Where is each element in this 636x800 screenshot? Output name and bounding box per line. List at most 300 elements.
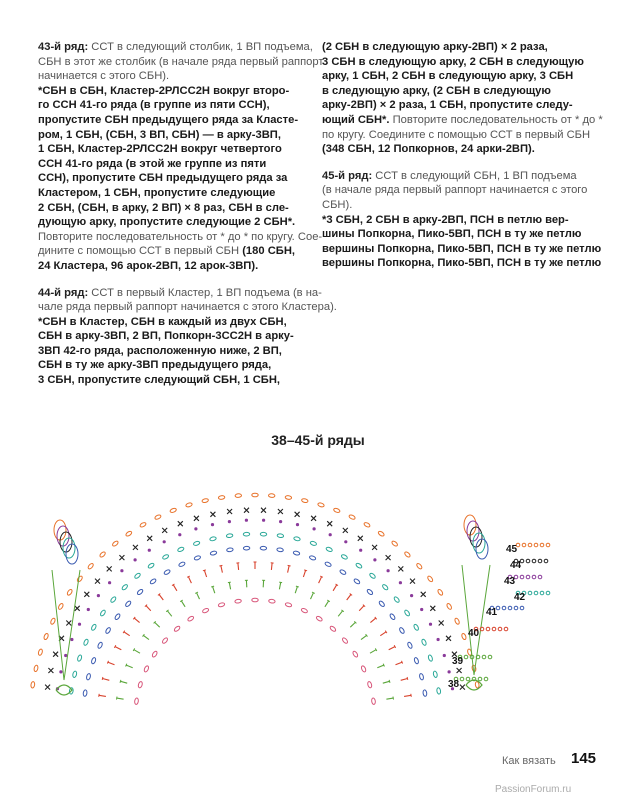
edge-stitch bbox=[484, 677, 488, 681]
single-crochet-mark bbox=[446, 636, 451, 641]
slip-stitch-dot bbox=[78, 623, 81, 626]
chain-stitch bbox=[339, 569, 346, 575]
popcorn-motif bbox=[467, 521, 479, 541]
edge-stitch bbox=[528, 591, 532, 595]
tall-stitch bbox=[188, 577, 191, 583]
chain-stitch bbox=[43, 633, 49, 640]
chain-stitch bbox=[341, 554, 348, 560]
edge-stitch bbox=[482, 655, 486, 659]
single-crochet-mark bbox=[227, 509, 232, 514]
slip-stitch-dot bbox=[329, 533, 332, 536]
single-crochet-mark bbox=[119, 555, 124, 560]
popcorn-motif bbox=[54, 520, 66, 540]
chain-stitch bbox=[348, 514, 355, 520]
single-crochet-mark bbox=[75, 606, 80, 611]
chain-stitch bbox=[162, 554, 169, 560]
chain-stitch bbox=[353, 578, 360, 585]
popcorn-motif bbox=[464, 515, 476, 535]
edge-stitch bbox=[526, 575, 530, 579]
chain-stitch bbox=[309, 555, 316, 561]
chain-stitch bbox=[423, 690, 428, 697]
slip-stitch-dot bbox=[228, 520, 231, 523]
chain-stitch bbox=[301, 498, 308, 503]
edge-stitch bbox=[504, 627, 508, 631]
chain-stitch bbox=[170, 508, 177, 514]
single-crochet-mark bbox=[45, 685, 50, 690]
slip-stitch-dot bbox=[420, 608, 423, 611]
chain-stitch bbox=[105, 627, 111, 634]
row-45-heading: 45-й ряд: bbox=[322, 169, 373, 182]
popcorn-motif bbox=[63, 538, 75, 558]
chain-stitch bbox=[97, 642, 103, 649]
tall-stitch bbox=[370, 618, 375, 623]
chain-stitch bbox=[110, 596, 117, 603]
left-column bbox=[38, 40, 337, 400]
chain-stitch bbox=[210, 551, 217, 556]
stitch-top bbox=[99, 694, 100, 697]
single-crochet-mark bbox=[53, 652, 58, 657]
edge-stitch bbox=[464, 655, 468, 659]
chain-stitch bbox=[112, 540, 119, 547]
chain-stitch bbox=[114, 613, 121, 620]
row-43-heading: 43-й ряд: bbox=[38, 41, 89, 53]
chain-stitch bbox=[329, 625, 336, 632]
stitch-top bbox=[117, 697, 118, 700]
chain-stitch bbox=[369, 572, 376, 579]
edge-stitch bbox=[514, 606, 518, 610]
slip-stitch-dot bbox=[344, 540, 347, 543]
stitch-top bbox=[320, 576, 323, 577]
chain-stitch bbox=[193, 541, 200, 546]
chain-stitch bbox=[419, 673, 424, 680]
tall-stitch bbox=[401, 679, 408, 681]
tall-stitch bbox=[347, 595, 351, 601]
popcorn-motif bbox=[470, 527, 482, 547]
tall-stitch bbox=[359, 606, 364, 611]
chain-stitch bbox=[342, 637, 349, 644]
tall-stitch bbox=[279, 582, 280, 589]
single-crochet-mark bbox=[261, 508, 266, 513]
chain-stitch bbox=[361, 665, 367, 672]
chain-stitch bbox=[433, 671, 438, 678]
row-44-paragraph: 44-й ряд: ССТ в первый Кластер, 1 ВП подъема (в на- чале ряда первый раппорт начинается с этого Кластера). *СБН в Кластер, СБН в каждый из двух СБН, СБН в арку-3ВП, 2 ВП, Попкорн-3СС2Н в арку- 3ВП 42-го ряда, расположенную ниже, 2 ВП, СБН в ту же арку-3ВП предыдущего ряда, 3 СБН, пропустите следующий СБН, 1 СБН, bbox=[38, 286, 337, 387]
watermark: PassionForum.ru bbox=[495, 784, 572, 795]
slip-stitch-dot bbox=[410, 594, 413, 597]
stitch-top bbox=[393, 697, 394, 700]
tall-stitch bbox=[221, 566, 223, 573]
stitch-top bbox=[402, 661, 403, 664]
motif-stem bbox=[52, 570, 80, 680]
slip-stitch-dot bbox=[108, 581, 111, 584]
single-crochet-mark bbox=[398, 566, 403, 571]
single-crochet-mark bbox=[210, 512, 215, 517]
row-label-44: 44 bbox=[510, 560, 522, 571]
picot-leaf bbox=[466, 680, 482, 690]
chain-stitch bbox=[226, 533, 233, 537]
tall-stitch bbox=[311, 593, 314, 599]
chain-stitch bbox=[83, 690, 88, 697]
row-43-paragraph: 43-й ряд: ССТ в следующий столбик, 1 ВП подъема, СБН в этот же столбик (в начале ряда первый раппорт начинается с этого СБН). *СБН в СБН, Кластер-2РЛСС2Н вокруг второ- го ССН 41-го ряда (в группе из пяти ССН), пропустите СБН предыдущего ряда за Класте- ром, 1 СБН, (СБН, 3 ВП, СБН) — в арку-3ВП, 1 СБН, Кластер-2РЛСС2Н вокруг четвертого ССН 41-го ряда (в этой же группе из пяти ССН), пропустите СБН предыдущего ряда за Кластером, 1 СБН, пропустите следующие 2 СБН, (СБН, в арку, 2 ВП) × 8 раз, СБН в сле- дующую арку, пропустите следующие 2 СБН*. Повторите последовательность от * до * по кругу. Сое- дините с помощью ССТ в первый СБН (180 СБН, 24 Кластера, 96 арок-2ВП, 12 арок-3ВП). bbox=[38, 41, 324, 272]
tall-stitch bbox=[197, 593, 200, 599]
chain-stitch bbox=[243, 532, 250, 536]
chain-stitch bbox=[454, 618, 460, 625]
popcorn-motif bbox=[66, 544, 78, 564]
tall-stitch bbox=[271, 563, 272, 570]
chain-stitch bbox=[87, 563, 94, 570]
edge-stitch bbox=[532, 575, 536, 579]
tall-stitch bbox=[383, 681, 390, 683]
chain-stitch bbox=[378, 600, 385, 607]
chain-stitch bbox=[134, 698, 139, 705]
chain-stitch bbox=[77, 654, 83, 661]
chain-stitch bbox=[137, 589, 144, 596]
tall-stitch bbox=[108, 662, 115, 665]
slip-stitch-dot bbox=[399, 581, 402, 584]
chain-stitch bbox=[134, 572, 141, 579]
edge-stitch bbox=[488, 655, 492, 659]
chain-stitch bbox=[277, 533, 284, 537]
chain-stitch bbox=[143, 665, 149, 672]
stitch-top bbox=[114, 645, 115, 648]
tall-stitch bbox=[181, 601, 185, 607]
single-crochet-mark bbox=[372, 545, 377, 550]
chain-stitch bbox=[91, 624, 97, 631]
tall-stitch bbox=[134, 618, 139, 623]
chain-stitch bbox=[31, 681, 36, 688]
stitch-top bbox=[383, 664, 384, 667]
chain-stitch bbox=[461, 633, 467, 640]
edge-stitch bbox=[466, 677, 470, 681]
slip-stitch-dot bbox=[87, 608, 90, 611]
row-label-39: 39 bbox=[452, 656, 464, 667]
edge-stitch bbox=[486, 627, 490, 631]
tall-stitch bbox=[213, 587, 215, 594]
chain-stitch bbox=[389, 613, 396, 620]
single-crochet-mark bbox=[178, 521, 183, 526]
tall-stitch bbox=[134, 650, 140, 654]
slip-stitch-dot bbox=[194, 527, 197, 530]
edge-stitch bbox=[546, 543, 550, 547]
tall-stitch bbox=[370, 650, 376, 654]
chain-stitch bbox=[125, 530, 132, 537]
tall-stitch bbox=[319, 577, 322, 583]
popcorn-motif bbox=[476, 539, 488, 559]
edge-stitch bbox=[502, 606, 506, 610]
chain-stitch bbox=[147, 562, 154, 569]
tall-stitch bbox=[167, 611, 171, 617]
chain-stitch bbox=[187, 615, 194, 621]
edge-stitch bbox=[460, 677, 464, 681]
row-label-45: 45 bbox=[506, 544, 518, 555]
slip-stitch-dot bbox=[359, 549, 362, 552]
row-44-heading: 44-й ряд: bbox=[38, 286, 89, 299]
row-label-40: 40 bbox=[468, 628, 480, 639]
chain-stitch bbox=[86, 673, 91, 680]
chain-stitch bbox=[99, 551, 106, 558]
tall-stitch bbox=[204, 570, 206, 577]
diagram-caption: 38–45-й ряды bbox=[271, 432, 365, 448]
slip-stitch-dot bbox=[387, 569, 390, 572]
footer-section-title: Как вязать bbox=[502, 755, 556, 767]
chain-stitch bbox=[173, 625, 180, 632]
edge-stitch bbox=[520, 575, 524, 579]
single-crochet-mark bbox=[327, 521, 332, 526]
chain-stitch bbox=[151, 650, 158, 657]
edge-stitch bbox=[544, 559, 548, 563]
tall-stitch bbox=[117, 698, 124, 699]
single-crochet-mark bbox=[386, 555, 391, 560]
tall-stitch bbox=[404, 695, 411, 696]
chain-stitch bbox=[326, 546, 333, 552]
tall-stitch bbox=[386, 698, 393, 699]
chain-stitch bbox=[404, 609, 411, 616]
chain-stitch bbox=[393, 596, 400, 603]
diagram-rows bbox=[31, 493, 550, 704]
chain-stitch bbox=[333, 508, 340, 514]
single-crochet-mark bbox=[147, 536, 152, 541]
edge-stitch bbox=[534, 543, 538, 547]
chain-stitch bbox=[285, 602, 292, 607]
chain-stitch bbox=[391, 540, 398, 547]
chain-stitch bbox=[355, 562, 362, 569]
slip-stitch-dot bbox=[59, 670, 62, 673]
single-crochet-mark bbox=[48, 668, 53, 673]
chain-stitch bbox=[252, 598, 258, 602]
row-number-labels bbox=[448, 544, 526, 690]
single-crochet-mark bbox=[410, 579, 415, 584]
chain-stitch bbox=[367, 681, 372, 688]
popcorn-motif bbox=[60, 532, 72, 552]
stitch-top bbox=[203, 570, 206, 571]
tall-stitch bbox=[146, 606, 151, 611]
chain-stitch bbox=[209, 536, 216, 541]
slip-stitch-dot bbox=[373, 558, 376, 561]
single-crochet-mark bbox=[133, 545, 138, 550]
single-crochet-mark bbox=[162, 528, 167, 533]
edge-stitch bbox=[532, 559, 536, 563]
tall-stitch bbox=[361, 635, 367, 639]
chain-stitch bbox=[100, 609, 107, 616]
row-44-continuation: (2 СБН в следующую арку-2ВП) × 2 раза, 3 СБН в следующую арку, 2 СБН в следующую арку, 1 СБН, 2 СБН в следующую арку, 3 СБН в следующую арку, (2 СБН в следующую арку-2ВП) × 2 раза, 1 СБН, пропустите следу- ющий СБН*. Повторите последовательность от * до * по кругу. Соедините с помощью ССТ в первый СБН (348 СБН, 12 Попкорнов, 24 арки-2ВП). bbox=[322, 41, 603, 156]
slip-stitch-dot bbox=[211, 523, 214, 526]
chain-stitch bbox=[436, 687, 441, 694]
single-crochet-mark bbox=[194, 516, 199, 521]
edge-stitch bbox=[540, 591, 544, 595]
chain-stitch bbox=[121, 584, 128, 591]
chain-stitch bbox=[382, 584, 389, 591]
chain-stitch bbox=[446, 603, 452, 610]
chain-stitch bbox=[163, 569, 170, 575]
row-label-43: 43 bbox=[504, 576, 516, 587]
chain-stitch bbox=[50, 618, 56, 625]
row-45-paragraph: 45-й ряд: ССТ в следующий СБН, 1 ВП подъема (в начале ряда первый раппорт начинается с этого СБН). *3 СБН, 2 СБН в арку-2ВП, ПСН в петлю вер- шины Попкорна, Пико-5ВП, ПСН в ту же петлю вершины Попкорна, Пико-5ВП, ПСН в ту же петлю вершины Попкорна, Пико-5ВП, ПСН в ту же петлю bbox=[322, 169, 602, 270]
single-crochet-mark bbox=[295, 512, 300, 517]
chain-stitch bbox=[413, 624, 419, 631]
right-column bbox=[322, 40, 603, 283]
stitch-top bbox=[120, 680, 121, 683]
chain-stitch bbox=[437, 589, 444, 596]
single-crochet-mark bbox=[430, 606, 435, 611]
single-crochet-mark bbox=[95, 579, 100, 584]
chain-stitch bbox=[34, 665, 39, 672]
chain-stitch bbox=[416, 563, 423, 570]
stitch-top bbox=[288, 565, 291, 566]
chain-stitch bbox=[316, 615, 323, 621]
single-crochet-mark bbox=[421, 592, 426, 597]
tall-stitch bbox=[295, 587, 297, 594]
chain-stitch bbox=[139, 522, 146, 528]
slip-stitch-dot bbox=[429, 623, 432, 626]
chain-stitch bbox=[178, 561, 185, 567]
slip-stitch-dot bbox=[296, 523, 299, 526]
edge-stitch bbox=[508, 606, 512, 610]
tall-stitch bbox=[155, 622, 160, 627]
slip-stitch-dot bbox=[64, 654, 67, 657]
tall-stitch bbox=[124, 632, 130, 636]
popcorn-motif bbox=[57, 526, 69, 546]
row-label-42: 42 bbox=[514, 592, 526, 603]
slip-stitch-dot bbox=[279, 520, 282, 523]
chain-stitch bbox=[83, 639, 89, 646]
single-crochet-mark bbox=[457, 668, 462, 673]
edge-stitch bbox=[492, 627, 496, 631]
chain-stitch bbox=[226, 548, 233, 552]
chain-stitch bbox=[399, 627, 405, 634]
chain-stitch bbox=[202, 608, 209, 614]
stitch-top bbox=[411, 694, 412, 697]
chain-stitch bbox=[218, 602, 225, 607]
single-crochet-mark bbox=[439, 621, 444, 626]
single-crochet-mark bbox=[343, 528, 348, 533]
chain-stitch bbox=[235, 599, 242, 603]
stitch-top bbox=[107, 661, 108, 664]
crochet-diagram bbox=[30, 470, 590, 710]
chain-stitch bbox=[138, 681, 143, 688]
single-crochet-mark bbox=[244, 508, 249, 513]
stitch-top bbox=[389, 680, 390, 683]
chain-stitch bbox=[366, 589, 373, 596]
chain-stitch bbox=[185, 502, 192, 507]
edge-stitch bbox=[538, 559, 542, 563]
tall-stitch bbox=[377, 665, 384, 668]
chain-stitch bbox=[149, 578, 156, 585]
page-number: 145 bbox=[571, 750, 597, 767]
slip-stitch-dot bbox=[163, 540, 166, 543]
chain-stitch bbox=[310, 541, 317, 546]
edge-stitch bbox=[498, 627, 502, 631]
slip-stitch-dot bbox=[262, 519, 265, 522]
tall-stitch bbox=[143, 635, 149, 639]
chain-stitch bbox=[427, 575, 434, 582]
slip-stitch-dot bbox=[443, 654, 446, 657]
popcorn-motif bbox=[473, 533, 485, 553]
edge-stitch bbox=[546, 591, 550, 595]
tall-stitch bbox=[238, 563, 239, 570]
chain-stitch bbox=[378, 530, 385, 537]
chain-stitch bbox=[72, 671, 77, 678]
tall-stitch bbox=[121, 681, 128, 683]
row-label-38: 38 bbox=[448, 679, 460, 690]
chain-stitch bbox=[58, 603, 64, 610]
tall-stitch bbox=[380, 632, 386, 636]
stitch-top bbox=[195, 592, 198, 593]
chain-stitch bbox=[38, 649, 43, 656]
slip-stitch-dot bbox=[97, 594, 100, 597]
chain-stitch bbox=[293, 551, 300, 556]
chain-stitch bbox=[162, 637, 169, 644]
stitch-top bbox=[279, 582, 282, 583]
edge-stitch bbox=[534, 591, 538, 595]
slip-stitch-dot bbox=[178, 533, 181, 536]
edge-stitch bbox=[520, 606, 524, 610]
chain-stitch bbox=[404, 551, 411, 558]
chain-stitch bbox=[363, 522, 370, 528]
single-crochet-mark bbox=[107, 566, 112, 571]
tall-stitch bbox=[99, 695, 106, 696]
slip-stitch-dot bbox=[437, 638, 440, 641]
slip-stitch-dot bbox=[313, 527, 316, 530]
stitch-top bbox=[211, 586, 214, 587]
chain-stitch bbox=[317, 502, 324, 507]
tall-stitch bbox=[325, 601, 329, 607]
stitch-top bbox=[407, 677, 408, 680]
tall-stitch bbox=[126, 665, 133, 668]
tall-stitch bbox=[159, 595, 163, 601]
tall-stitch bbox=[333, 585, 337, 591]
slip-stitch-dot bbox=[120, 569, 123, 572]
chain-stitch bbox=[177, 546, 184, 552]
single-crochet-mark bbox=[278, 509, 283, 514]
chain-stitch bbox=[277, 548, 284, 552]
chain-stitch bbox=[218, 495, 225, 500]
tall-stitch bbox=[303, 570, 305, 577]
chain-stitch bbox=[301, 608, 308, 614]
single-crochet-mark bbox=[311, 516, 316, 521]
chain-stitch bbox=[66, 589, 73, 596]
chain-stitch bbox=[371, 698, 376, 705]
tall-stitch bbox=[103, 679, 110, 681]
edge-stitch bbox=[538, 575, 542, 579]
chain-stitch bbox=[235, 494, 242, 498]
single-crochet-mark bbox=[66, 621, 71, 626]
stitch-top bbox=[296, 586, 299, 587]
stitch-top bbox=[102, 677, 103, 680]
chain-stitch bbox=[414, 657, 420, 664]
chain-stitch bbox=[407, 642, 413, 649]
chain-stitch bbox=[260, 546, 267, 550]
edge-stitch bbox=[478, 677, 482, 681]
stitch-top bbox=[304, 570, 307, 571]
edge-stitch bbox=[522, 543, 526, 547]
slip-stitch-dot bbox=[448, 670, 451, 673]
chain-stitch bbox=[352, 650, 359, 657]
row-label-41: 41 bbox=[486, 607, 498, 618]
chain-stitch bbox=[421, 639, 427, 646]
chain-stitch bbox=[125, 600, 132, 607]
edge-stitch bbox=[540, 543, 544, 547]
edge-stitch bbox=[528, 543, 532, 547]
tall-stitch bbox=[338, 611, 342, 617]
chain-stitch bbox=[268, 494, 275, 498]
single-crochet-mark bbox=[460, 685, 465, 690]
chain-stitch bbox=[76, 575, 83, 582]
chain-stitch bbox=[91, 657, 97, 664]
single-crochet-mark bbox=[358, 536, 363, 541]
chain-stitch bbox=[252, 493, 258, 497]
stitch-top bbox=[219, 565, 222, 566]
edge-stitch bbox=[526, 559, 530, 563]
tall-stitch bbox=[389, 647, 395, 650]
